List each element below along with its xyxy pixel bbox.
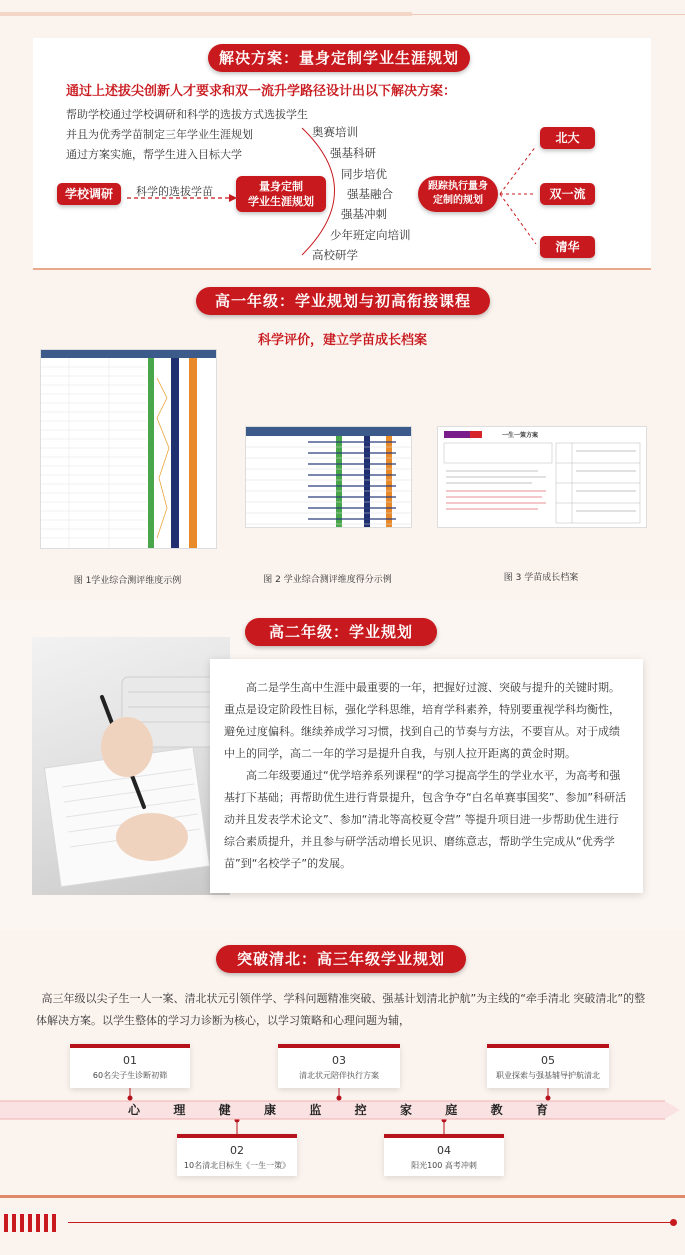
arrow-char: 控 [354,1103,367,1117]
bottom-dot [670,1219,677,1226]
grade10-title: 高一年级：学业规划与初高衔接课程 [196,287,490,315]
curve-item: 同步培优 [341,167,387,181]
bottom-rule [0,1195,685,1198]
arrow-label: 科学的选拔学苗 [136,185,213,198]
dashed-arrow [125,192,240,204]
milestone-03 [278,1044,400,1088]
milestone-text: 10名清北目标生《一生一策》 [183,1161,291,1170]
figure1-table [40,349,217,549]
top-bar-line [412,14,685,15]
intro-line: 并且为优秀学苗制定三年学业生涯规划 [66,128,253,141]
card-bottom-line [33,268,651,270]
grade12-title: 突破清北：高三年级学业规划 [216,945,466,973]
top-bar-decoration [0,12,412,16]
milestone-05 [487,1044,609,1088]
figure2-table [245,426,412,528]
milestone-text: 阳光100 高考冲刺 [411,1161,477,1170]
grade11-text-card [210,659,643,893]
target-arrows [498,140,542,250]
milestone-01 [70,1044,190,1088]
milestone-text: 60名尖子生诊断初筛 [92,1071,168,1080]
timeline-arrow-text [128,1101,548,1119]
arrow-char: 康 [263,1103,276,1117]
curve-item: 高校研学 [312,248,358,262]
solution-subtitle: 通过上述拔尖创新人才要求和双一流升学路径设计出以下解决方案： [66,84,457,99]
arrow-char: 理 [173,1103,186,1117]
milestone-number: 01 [123,1054,137,1067]
target-tsinghua: 清华 [540,236,595,258]
arrow-char: 育 [535,1103,548,1117]
writing-hand-image [32,637,230,895]
bottom-stripes [4,1214,56,1232]
doc-title: 一生一策方案 [502,432,539,439]
curve-item: 奥赛培训 [312,125,358,139]
arrow-char: 监 [309,1103,322,1117]
grade12-intro: 高三年级以尖子生一人一案、清北状元引领伴学、学科问题精准突破、强基计划清北护航”为主线的“牵手清北 突破清北”的整体解决方案。以学生整体的学习力诊断为核心，以学习策略和心理问题为辅， [36,992,646,1027]
intro-line: 通过方案实施，帮学生进入目标大学 [66,148,242,161]
arrow-char: 健 [218,1103,231,1117]
grade10-subtitle: 科学评价，建立学苗成长档案 [257,333,427,348]
curve-item: 强基科研 [330,146,376,160]
curve-item: 强基冲刺 [341,207,387,221]
arrow-char: 心 [128,1103,141,1117]
grade11-title: 高二年级：学业规划 [245,618,437,646]
milestone-number: 05 [541,1054,555,1067]
milestone-number: 03 [332,1054,346,1067]
figure3-caption: 图 3 学苗成长档案 [503,573,579,583]
track-plan-box: 跟踪执行量身 定制的规划 [418,176,498,212]
custom-plan-box: 量身定制 学业生涯规划 [236,176,326,212]
target-double-first-class: 双一流 [540,183,595,205]
grade11-paragraph: 高二年级要通过“优学培养系列课程“的学习提高学生的学业水平，为高考和强基打下基础；再帮助优生进行背景提升，包含争夺“白名单赛事国奖”、参加”科研活动并且发表学术论文”、参加“清北等高校夏令营” 等提升项目进一步帮助优生进行综合素质提升，并且参与研学活动增长见识、磨练意志，帮助学生完成从“优秀学苗”到“名校学子”的发展。 [224,769,627,870]
arrow-char: 教 [490,1103,503,1117]
arrow-char: 庭 [445,1103,458,1117]
intro-line: 帮助学校通过学校调研和科学的选拔方式选拔学生 [66,108,308,121]
milestone-02 [177,1134,297,1176]
curve-item: 强基融合 [347,187,393,201]
milestone-04 [384,1134,504,1176]
figure1-caption: 图 1学业综合测评维度示例 [73,576,182,586]
figure3-growth-file [437,426,647,528]
target-peking: 北大 [540,127,595,149]
milestone-text: 职业探索与强基辅导护航清北 [496,1071,600,1080]
grade11-paragraph: 高二是学生高中生涯中最重要的一年，把握好过渡、突破与提升的关键时期。重点是设定阶段性目标，强化学科思维，培育学科素养，特别要重视学科均衡性，避免过度偏科。继续养成学习习惯，找到自己的节奏与方法，不要盲从。对于成绩中上的同学，高二一年的学习是提升自我，与别人拉开距离的黄金时期。 [224,681,620,760]
school-survey-box: 学校调研 [57,183,121,205]
curve-item: 少年班定向培训 [330,228,411,242]
arrow-char: 家 [399,1103,412,1117]
figure2-caption: 图 2 学业综合测评维度得分示例 [263,575,392,585]
bottom-line [68,1222,672,1223]
milestone-number: 04 [437,1144,451,1157]
milestone-text: 清北状元陪伴执行方案 [299,1071,379,1080]
solution-title: 解决方案：量身定制学业生涯规划 [208,44,470,72]
milestone-number: 02 [230,1144,244,1157]
